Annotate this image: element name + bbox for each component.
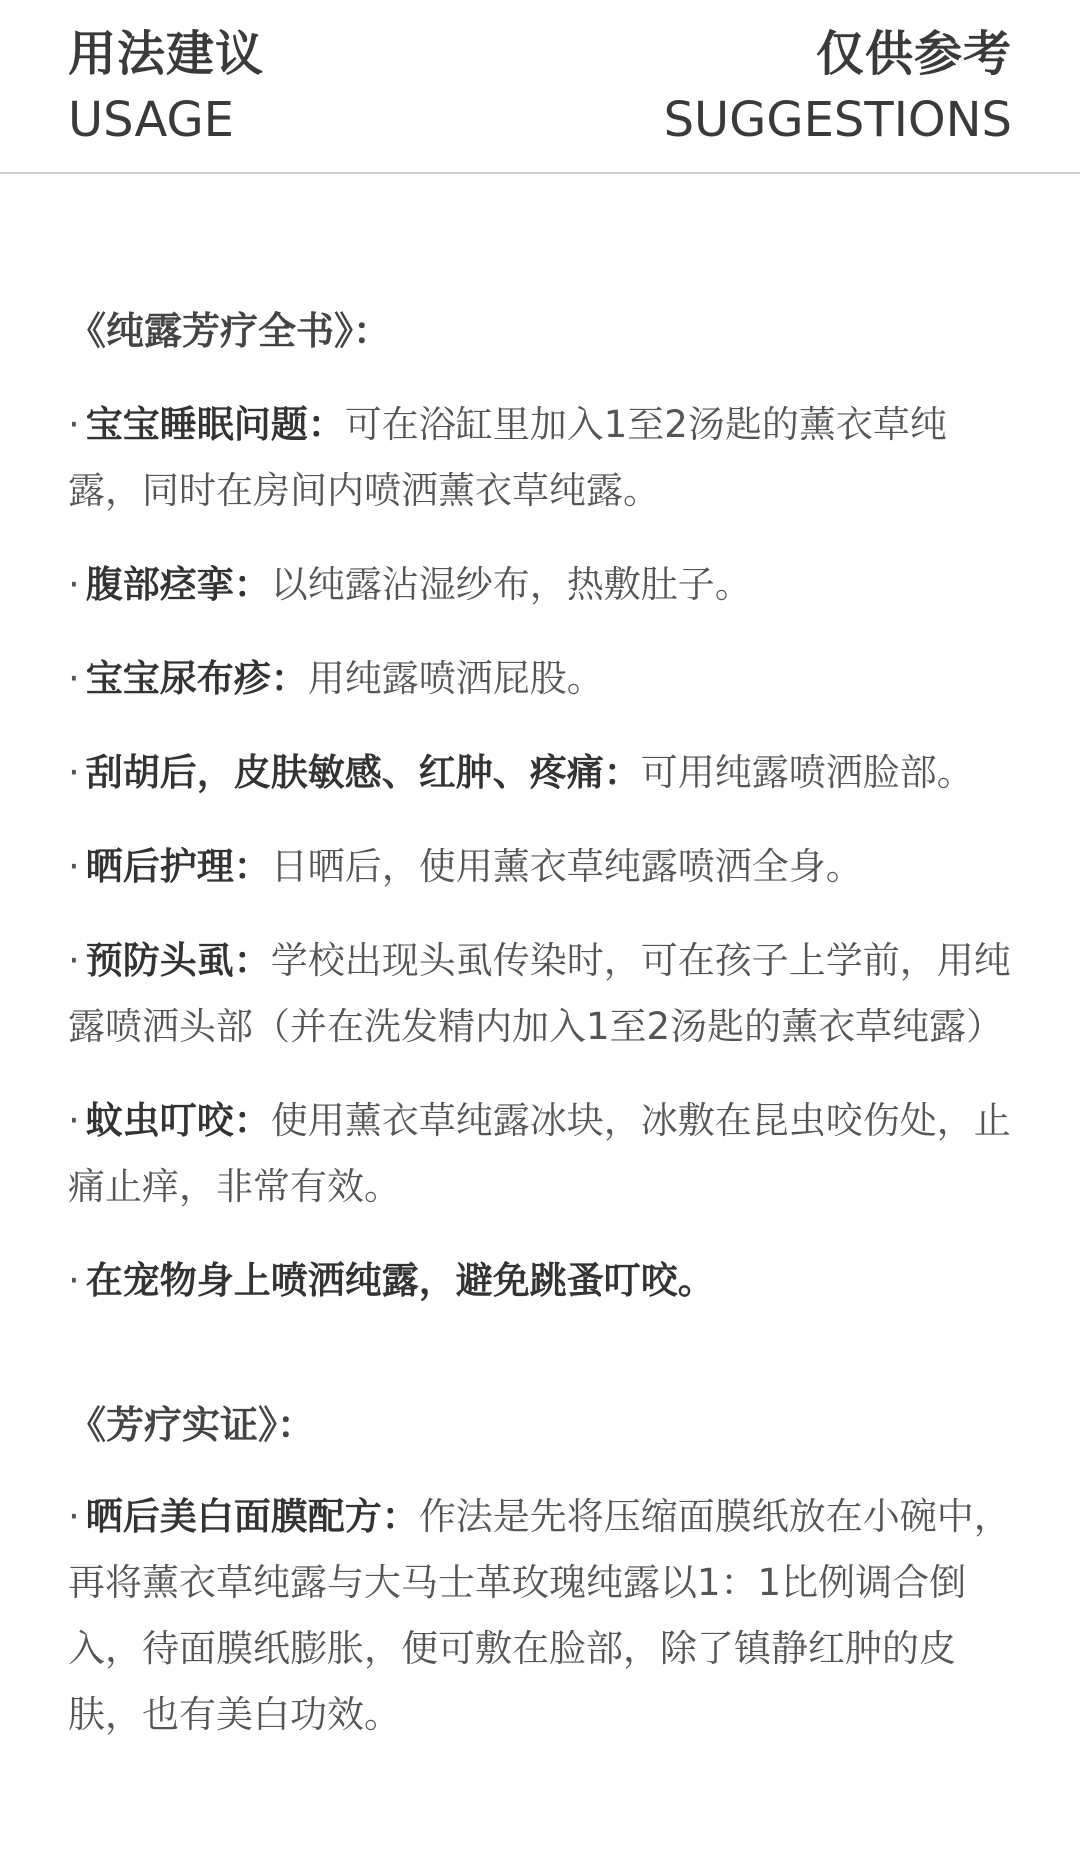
item-term: 蚊虫叮咬： bbox=[85, 1099, 271, 1142]
bullet-dot: · bbox=[68, 845, 80, 888]
list-item bbox=[68, 392, 1012, 524]
list-item bbox=[68, 1088, 1012, 1220]
item-description: 用纯露喷洒屁股。 bbox=[307, 657, 604, 700]
header bbox=[0, 0, 1080, 174]
list-item bbox=[68, 740, 1012, 806]
header-title-en: USAGE bbox=[68, 92, 235, 148]
header-left bbox=[68, 24, 264, 150]
item-description: 以纯露沾湿纱布，热敷肚子。 bbox=[270, 563, 752, 606]
bullet-dot: · bbox=[68, 751, 80, 794]
list-item bbox=[68, 552, 1012, 618]
header-right bbox=[664, 24, 1012, 150]
header-title-cn: 用法建议 bbox=[68, 26, 265, 82]
item-term: 晒后美白面膜配方： bbox=[85, 1495, 419, 1538]
item-description: 可在浴缸里加入1至2汤匙的薰衣草纯露，同时在房间内喷洒薰衣草纯露。 bbox=[68, 403, 947, 512]
list-item bbox=[68, 834, 1012, 900]
list-item bbox=[68, 928, 1012, 1060]
item-term: 在宠物身上喷洒纯露，避免跳蚤叮咬。 bbox=[85, 1259, 715, 1302]
bullet-dot: · bbox=[68, 563, 80, 606]
item-term: 腹部痉挛： bbox=[85, 563, 271, 606]
bullet-dot: · bbox=[68, 1495, 80, 1538]
bullet-dot: · bbox=[68, 403, 80, 446]
item-term: 宝宝尿布疹： bbox=[85, 657, 308, 700]
bullet-dot: · bbox=[68, 939, 80, 982]
bullet-dot: · bbox=[68, 657, 80, 700]
item-term: 刮胡后，皮肤敏感、红肿、疼痛： bbox=[85, 751, 641, 794]
section-title-hydrosol-book: 《纯露芳疗全书》： bbox=[68, 309, 392, 353]
item-description: 学校出现头虱传染时，可在孩子上学前，用纯露喷洒头部（并在洗发精内加入1至2汤匙的薰衣草纯露） bbox=[68, 939, 1011, 1048]
list-item bbox=[68, 1248, 1012, 1314]
item-term: 晒后护理： bbox=[85, 845, 271, 888]
section-title-aromatherapy-evidence: 《芳疗实证》： bbox=[68, 1403, 316, 1447]
list-item bbox=[68, 1484, 1012, 1748]
item-term: 预防头虱： bbox=[85, 939, 271, 982]
content bbox=[0, 302, 1080, 1748]
header-note-cn: 仅供参考 bbox=[815, 26, 1012, 82]
item-description: 使用薰衣草纯露冰块，冰敷在昆虫咬伤处，止痛止痒，非常有效。 bbox=[68, 1099, 1011, 1208]
item-description: 可用纯露喷洒脸部。 bbox=[640, 751, 974, 794]
item-term: 宝宝睡眠问题： bbox=[85, 403, 345, 446]
list-item bbox=[68, 646, 1012, 712]
header-note-en: SUGGESTIONS bbox=[663, 92, 1012, 148]
bullet-dot: · bbox=[68, 1099, 80, 1142]
item-description: 作法是先将压缩面膜纸放在小碗中，再将薰衣草纯露与大马士革玫瑰纯露以1：1比例调合倒入，待面膜纸膨胀，便可敷在脸部，除了镇静红肿的皮肤，也有美白功效。 bbox=[68, 1495, 1011, 1736]
item-description: 日晒后，使用薰衣草纯露喷洒全身。 bbox=[270, 845, 863, 888]
bullet-dot: · bbox=[68, 1259, 80, 1302]
